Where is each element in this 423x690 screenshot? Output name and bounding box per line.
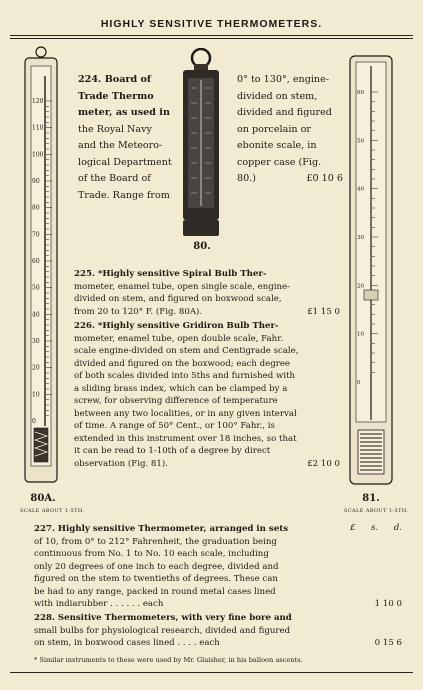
item-227-price: 1 10 0 (374, 599, 402, 609)
item-224-right-line: on porcelain or (237, 123, 312, 135)
scale-numeral: 60 (32, 258, 40, 265)
scale-numeral: 50 (357, 138, 364, 145)
scale-numeral: 40 (357, 186, 364, 193)
scale-numeral: 90 (32, 178, 40, 185)
item-226-line: 226. *Highly sensitive Gridiron Bulb Ther- (74, 321, 279, 331)
scale-numeral: 110 (32, 124, 44, 132)
scale-numeral: 30 (32, 338, 40, 345)
item-226-line: scale engine-divided on stem and Centigrade scale, (74, 346, 299, 356)
gridiron-bulb-thermometer-illustration (348, 52, 394, 488)
scale-numeral: 20 (357, 283, 364, 290)
item-226-price-line: observation (Fig. 81). £2 10 0 (74, 458, 340, 469)
scale-numeral: 0 (32, 418, 36, 425)
item-224-right-line: divided and figured (237, 107, 332, 118)
scale-numeral: 30 (357, 235, 364, 241)
item-224-left-line: and the Meteoro- (78, 140, 163, 151)
scale-numeral: 20 (32, 364, 40, 372)
item-227-line: continuous from No. 1 to No. 10 each scale, including (34, 549, 269, 559)
scale-numeral: 120 (32, 98, 44, 105)
spiral-bulb-thermometer-illustration (22, 46, 60, 486)
item-226-line: of time. A range of 50° Cent., or 100° Fahr., is (74, 421, 275, 431)
item-227-line: of 10, from 0° to 212° Fahrenheit, the graduation being (34, 536, 277, 547)
item-227-line: figured on the stem to twentieths of degrees. These can (34, 574, 278, 584)
item-226-line: mometer, enamel tube, open double scale, Fahr. (74, 333, 284, 344)
item-224-price: £0 10 6 (306, 173, 343, 184)
item-226 (74, 320, 340, 470)
item-227-line: be had to any range, packed in round metal cases lined (34, 586, 276, 597)
item-224-right-line: divided on stem, (237, 90, 318, 102)
scale-numeral: 10 (357, 331, 364, 338)
pounds-header: £ (350, 523, 356, 533)
item-224-right-line: 0° to 130°, engine- (237, 74, 330, 85)
item-226-line: it can be read to 1-10th of a degree by direct (74, 446, 271, 456)
item-224-right-column (237, 72, 343, 188)
item-225 (74, 268, 340, 318)
footnote: * Similar instruments to these were used by Mr. Glaisher, in his balloon ascents. (34, 656, 303, 664)
scale-numeral: 70 (32, 231, 40, 239)
figure-81-label: 81. (362, 493, 380, 504)
item-228-line: small bulbs for physiological research, divided and figured (34, 625, 291, 636)
item-224-left-line: logical Department (78, 156, 172, 168)
item-225-price: £1 15 0 (307, 306, 340, 317)
scale-numeral: 40 (32, 311, 40, 319)
item-226-line: extended in this instrument over 18 inches, so that (74, 433, 297, 444)
item-224-price-line: 80.) £0 10 6 (237, 171, 343, 188)
item-226-line: of both scales divided into 5ths and furnished with (74, 371, 296, 381)
item-224-left-line: 224. Board of (78, 74, 152, 85)
item-228-price-line: on stem, in boxwood cases lined . . . . each 0 15 6 (34, 638, 402, 648)
board-of-trade-thermometer-illustration (177, 48, 225, 240)
item-225-line: mometer, enamel tube, open single scale, engine- (74, 281, 291, 292)
item-224-left-line: meter, as used in (78, 107, 170, 118)
item-227-line: only 20 degrees of one inch to each degree, divided and (34, 561, 279, 572)
item-226-line: divided and figured on the boxwood; each degree (74, 358, 291, 369)
item-227-price-line: with indiarubber . . . . . . each 1 10 0 (34, 599, 402, 609)
item-228 (34, 612, 402, 650)
scale-numeral: 0 (357, 380, 361, 386)
item-227-line: 227. Highly sensitive Thermometer, arranged in sets (34, 524, 289, 534)
item-227 (34, 523, 402, 611)
item-228-price: 0 15 6 (374, 638, 402, 648)
item-225-price-line: from 20 to 120° F. (Fig. 80A). £1 15 0 (74, 306, 340, 317)
item-226-price: £2 10 0 (307, 458, 340, 469)
scale-numeral: 100 (32, 151, 44, 159)
item-224-left-column (78, 72, 173, 204)
item-224-left-line: Trade Thermo (78, 90, 154, 102)
item-224-right-line: ebonite scale, in (237, 140, 317, 151)
item-224-left-line: the Royal Navy (78, 123, 152, 135)
item-225-line: divided on stem, and figured on boxwood scale, (74, 294, 282, 304)
header-rule-bottom (10, 38, 413, 39)
scale-numeral: 80 (32, 204, 40, 212)
figure-80a-label: 80A. (30, 493, 56, 504)
scale-numeral: 50 (32, 284, 40, 292)
scale-numeral: 60 (357, 90, 364, 96)
scale-numeral: 10 (32, 391, 40, 399)
item-226-line: between any two localities, or in any given interval (74, 408, 297, 419)
pence-header: d. (393, 523, 402, 533)
item-226-line: screw, for observing difference of temperature (74, 396, 278, 406)
page-title: HIGHLY SENSITIVE THERMOMETERS. (100, 18, 323, 30)
figure-80a-scale-note: SCALE ABOUT 1-5TH. (20, 508, 85, 514)
figure-80-label: 80. (193, 241, 211, 252)
item-224-left-line: Trade. Range from (78, 189, 170, 201)
item-225-line: 225. *Highly sensitive Spiral Bulb Ther- (74, 269, 267, 279)
header-rule-top (10, 35, 413, 36)
item-228-line: 228. Sensitive Thermometers, with very fine bore and (34, 613, 292, 623)
figure-81-scale-note: SCALE ABOUT 1-5TH. (344, 508, 409, 514)
item-224-right-line: copper case (Fig. (237, 156, 322, 168)
item-226-line: a sliding brass index, which can be clamped by a (74, 383, 288, 394)
footer-rule (10, 672, 413, 673)
item-224-left-line: of the Board of (78, 173, 151, 184)
shillings-header: s. (371, 523, 379, 533)
